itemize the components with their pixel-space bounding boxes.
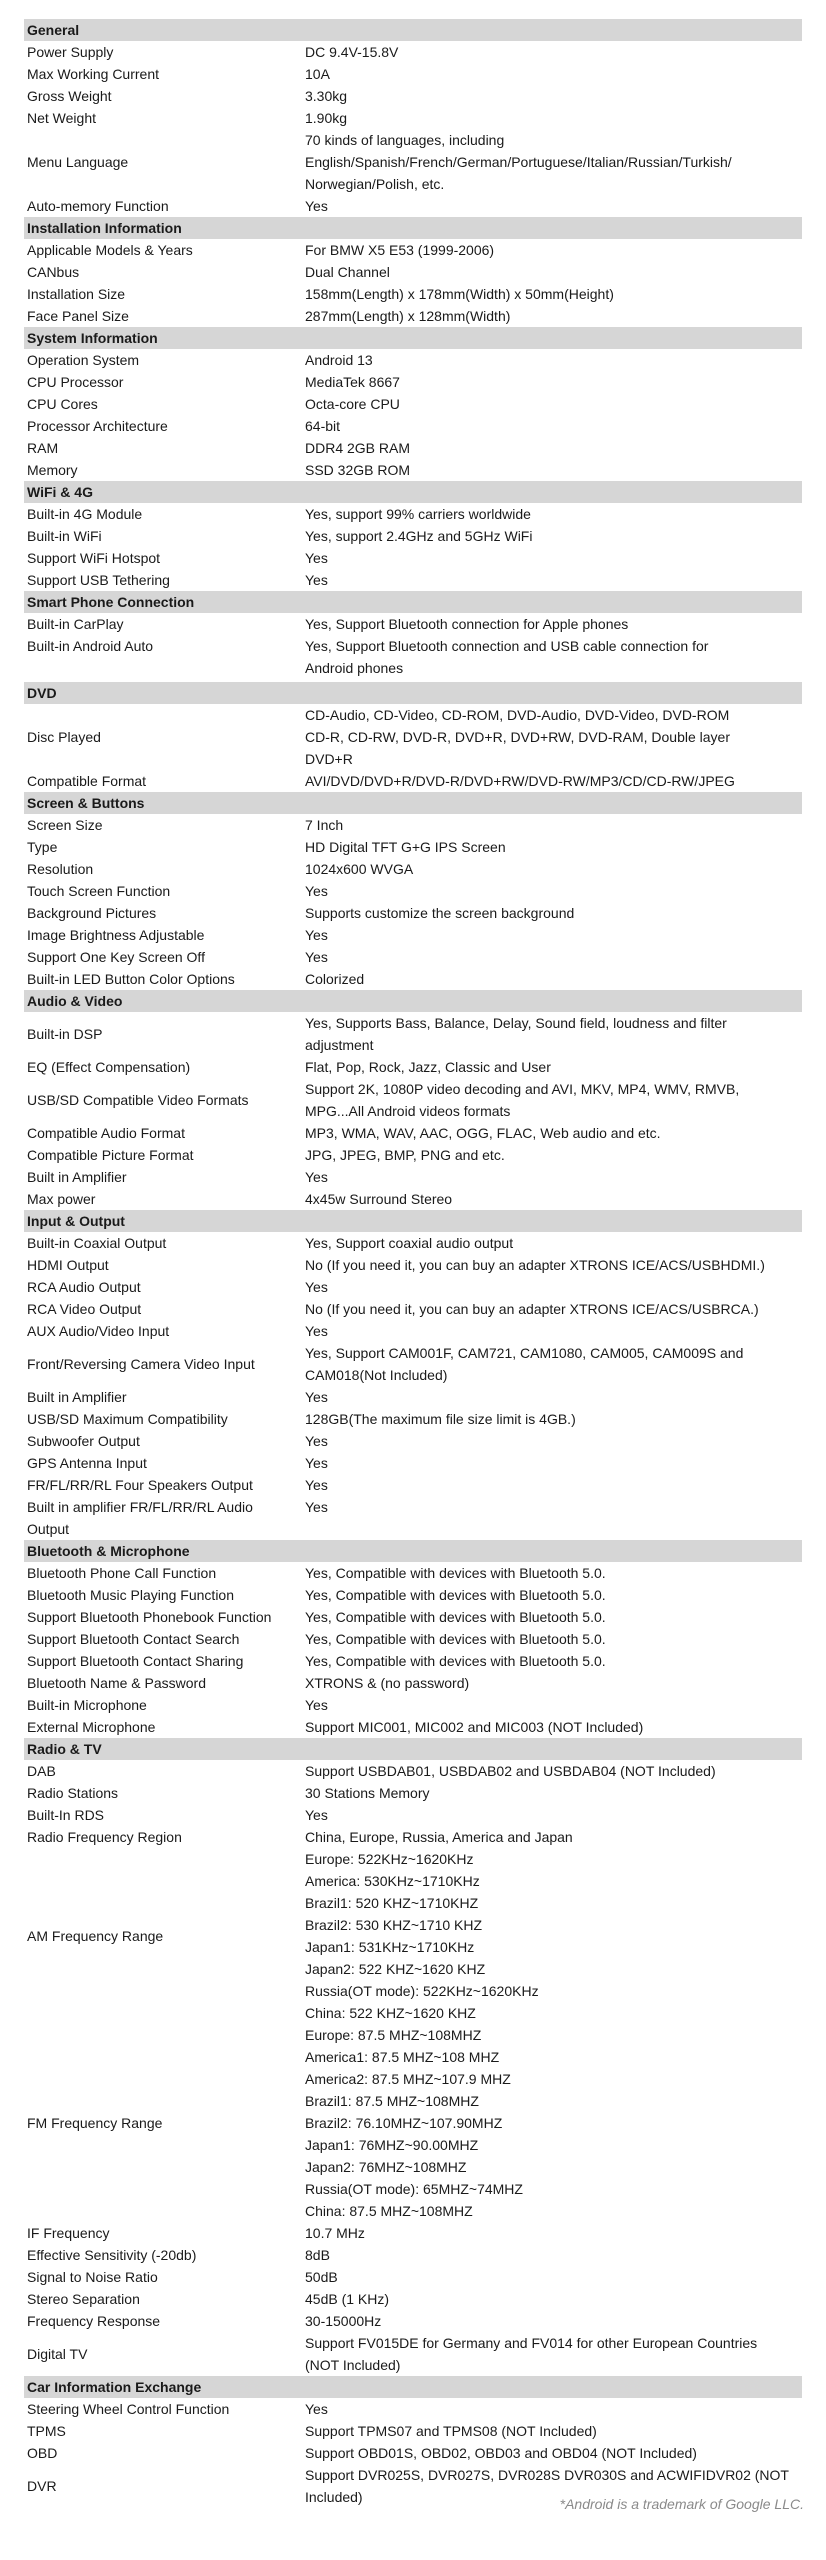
spec-label: CPU Processor — [27, 374, 124, 390]
spec-label: RAM — [27, 440, 59, 456]
spec-value: 10.7 MHz — [305, 2225, 365, 2241]
spec-value: Yes, Compatible with devices with Bluetooth 5.0. — [305, 1631, 606, 1647]
spec-value: Yes — [305, 1499, 328, 1515]
spec-section — [24, 990, 802, 1210]
spec-row — [24, 1276, 802, 1298]
spec-label: CANbus — [27, 264, 80, 280]
spec-row — [24, 704, 802, 770]
spec-label: RCA Audio Output — [27, 1279, 141, 1295]
spec-value: 10A — [305, 66, 330, 82]
spec-label: Front/Reversing Camera Video Input — [27, 1356, 255, 1372]
spec-value: JPG, JPEG, BMP, PNG and etc. — [305, 1147, 505, 1163]
spec-label: GPS Antenna Input — [27, 1455, 147, 1471]
spec-row — [24, 1166, 802, 1188]
spec-value: Yes, support 2.4GHz and 5GHz WiFi — [305, 528, 533, 544]
spec-row — [24, 1342, 802, 1386]
spec-value: Support 2K, 1080P video decoding and AVI, MKV, MP4, WMV, RMVB, MPG...All Android videos formats — [305, 1081, 740, 1119]
spec-label: Operation System — [27, 352, 140, 368]
spec-value: Yes, Compatible with devices with Bluetooth 5.0. — [305, 1565, 606, 1581]
spec-value: 4x45w Surround Stereo — [305, 1191, 453, 1207]
spec-row — [24, 1408, 802, 1430]
spec-label: IF Frequency — [27, 2225, 110, 2241]
spec-value: Yes — [305, 1807, 328, 1823]
spec-section — [24, 327, 802, 481]
spec-label: Built-in LED Button Color Options — [27, 971, 235, 987]
spec-row — [24, 635, 802, 679]
spec-row — [24, 1782, 802, 1804]
spec-value: 1024x600 WVGA — [305, 861, 414, 877]
section-header: DVD — [24, 682, 802, 704]
spec-row — [24, 1804, 802, 1826]
spec-value: No (If you need it, you can buy an adapter XTRONS ICE/ACS/USBRCA.) — [305, 1301, 759, 1317]
spec-value: No (If you need it, you can buy an adapter XTRONS ICE/ACS/USBHDMI.) — [305, 1257, 765, 1273]
spec-label: Face Panel Size — [27, 308, 129, 324]
spec-label: CPU Cores — [27, 396, 98, 412]
spec-label: Support Bluetooth Contact Sharing — [27, 1653, 244, 1669]
spec-section — [24, 1540, 802, 1738]
spec-value: 30 Stations Memory — [305, 1785, 430, 1801]
spec-value: Yes — [305, 1477, 328, 1493]
spec-row — [24, 1056, 802, 1078]
spec-row — [24, 1078, 802, 1122]
spec-label: Net Weight — [27, 110, 96, 126]
spec-value: Dual Channel — [305, 264, 390, 280]
section-header: Car Information Exchange — [24, 2376, 802, 2398]
spec-value: Yes — [305, 572, 328, 588]
spec-label: EQ (Effect Compensation) — [27, 1059, 191, 1075]
spec-row — [24, 63, 802, 85]
spec-row — [24, 349, 802, 371]
spec-value: SSD 32GB ROM — [305, 462, 411, 478]
spec-value: Support OBD01S, OBD02, OBD03 and OBD04 (NOT Included) — [305, 2445, 697, 2461]
spec-row — [24, 2024, 802, 2222]
spec-row — [24, 2288, 802, 2310]
spec-label: Support WiFi Hotspot — [27, 550, 161, 566]
spec-value: MediaTek 8667 — [305, 374, 400, 390]
spec-row — [24, 858, 802, 880]
spec-label: Built-in CarPlay — [27, 616, 124, 632]
spec-value: Yes, Support CAM001F, CAM721, CAM1080, CAM005, CAM009S and CAM018(Not Included) — [305, 1345, 744, 1383]
spec-value: Yes, Compatible with devices with Bluetooth 5.0. — [305, 1609, 606, 1625]
spec-label: RCA Video Output — [27, 1301, 142, 1317]
spec-value: Yes, Compatible with devices with Bluetooth 5.0. — [305, 1653, 606, 1669]
spec-row — [24, 261, 802, 283]
spec-value: 30-15000Hz — [305, 2313, 382, 2329]
spec-row — [24, 946, 802, 968]
spec-row — [24, 880, 802, 902]
spec-label: Screen Size — [27, 817, 103, 833]
spec-label: Bluetooth Phone Call Function — [27, 1565, 217, 1581]
spec-value: Yes — [305, 1433, 328, 1449]
spec-row — [24, 283, 802, 305]
spec-value: Octa-core CPU — [305, 396, 400, 412]
spec-label: Effective Sensitivity (-20db) — [27, 2247, 197, 2263]
spec-row — [24, 902, 802, 924]
spec-row — [24, 1298, 802, 1320]
spec-row — [24, 2398, 802, 2420]
spec-value: 45dB (1 KHz) — [305, 2291, 390, 2307]
spec-label: Auto-memory Function — [27, 198, 169, 214]
spec-label: Steering Wheel Control Function — [27, 2401, 230, 2417]
spec-label: Background Pictures — [27, 905, 157, 921]
spec-label: Built in amplifier FR/FL/RR/RL Audio Output — [27, 1499, 253, 1537]
spec-row — [24, 924, 802, 946]
spec-section — [24, 481, 802, 591]
spec-label: Disc Played — [27, 729, 101, 745]
spec-row — [24, 1474, 802, 1496]
spec-row — [24, 2442, 802, 2464]
spec-row — [24, 1320, 802, 1342]
spec-row — [24, 1760, 802, 1782]
spec-label: Gross Weight — [27, 88, 112, 104]
spec-label: Support Bluetooth Contact Search — [27, 1631, 240, 1647]
section-header: Radio & TV — [24, 1738, 802, 1760]
spec-label: Installation Size — [27, 286, 126, 302]
spec-label: Digital TV — [27, 2346, 88, 2362]
spec-value: 50dB — [305, 2269, 338, 2285]
spec-row — [24, 569, 802, 591]
spec-label: Support Bluetooth Phonebook Function — [27, 1609, 272, 1625]
spec-value: 64-bit — [305, 418, 341, 434]
section-header: Audio & Video — [24, 990, 802, 1012]
spec-label: Support USB Tethering — [27, 572, 170, 588]
spec-value: Yes, Compatible with devices with Bluetooth 5.0. — [305, 1587, 606, 1603]
spec-label: Bluetooth Name & Password — [27, 1675, 206, 1691]
spec-row — [24, 2266, 802, 2288]
spec-label: Signal to Noise Ratio — [27, 2269, 158, 2285]
spec-value: Europe: 522KHz~1620KHz America: 530KHz~1710KHz Brazil1: 520 KHZ~1710KHZ Brazil2: 530 KHZ~1710 KHZ Japan1: 531KHz~1710KHz Japan2: 522 KHZ~1620 KHZ Russia(OT mode): 522KHz~1620KHz China: 522 KHZ~1620 KHZ — [305, 1851, 539, 2021]
spec-label: AUX Audio/Video Input — [27, 1323, 170, 1339]
spec-label: Built-in Microphone — [27, 1697, 147, 1713]
spec-section — [24, 792, 802, 990]
spec-row — [24, 1188, 802, 1210]
spec-section — [24, 19, 802, 217]
spec-row — [24, 613, 802, 635]
spec-sheet — [24, 19, 802, 2508]
spec-label: DAB — [27, 1763, 56, 1779]
spec-value: Yes — [305, 1169, 328, 1185]
spec-value: Yes — [305, 550, 328, 566]
spec-label: Touch Screen Function — [27, 883, 171, 899]
spec-row — [24, 1694, 802, 1716]
spec-value: Yes, Support Bluetooth connection and USB cable connection for Android phones — [305, 638, 709, 676]
spec-row — [24, 1496, 802, 1540]
spec-label: Bluetooth Music Playing Function — [27, 1587, 234, 1603]
spec-row — [24, 1606, 802, 1628]
spec-label: Image Brightness Adjustable — [27, 927, 205, 943]
spec-value: Yes, Supports Bass, Balance, Delay, Sound field, loudness and filter adjustment — [305, 1015, 727, 1053]
spec-value: Yes, Support coaxial audio output — [305, 1235, 514, 1251]
spec-label: Built-In RDS — [27, 1807, 105, 1823]
section-header: Bluetooth & Microphone — [24, 1540, 802, 1562]
spec-value: Support FV015DE for Germany and FV014 for other European Countries (NOT Included) — [305, 2335, 758, 2373]
spec-value: Yes, support 99% carriers worldwide — [305, 506, 531, 522]
spec-value: CD-Audio, CD-Video, CD-ROM, DVD-Audio, DVD-Video, DVD-ROM CD-R, CD-RW, DVD-R, DVD+R, DVD+RW, DVD-RAM, Double layer DVD+R — [305, 707, 730, 767]
spec-value: Yes — [305, 927, 328, 943]
spec-row — [24, 239, 802, 261]
spec-row — [24, 1650, 802, 1672]
spec-value: Colorized — [305, 971, 365, 987]
spec-label: FM Frequency Range — [27, 2115, 163, 2131]
spec-label: FR/FL/RR/RL Four Speakers Output — [27, 1477, 253, 1493]
spec-row — [24, 503, 802, 525]
spec-section — [24, 682, 802, 792]
spec-value: Flat, Pop, Rock, Jazz, Classic and User — [305, 1059, 551, 1075]
spec-row — [24, 1848, 802, 2024]
spec-label: Subwoofer Output — [27, 1433, 140, 1449]
section-header: WiFi & 4G — [24, 481, 802, 503]
spec-label: DVR — [27, 2478, 57, 2494]
spec-row — [24, 525, 802, 547]
spec-row — [24, 1584, 802, 1606]
spec-row — [24, 1122, 802, 1144]
spec-row — [24, 107, 802, 129]
spec-value: HD Digital TFT G+G IPS Screen — [305, 839, 506, 855]
spec-value: AVI/DVD/DVD+R/DVD-R/DVD+RW/DVD-RW/MP3/CD/CD-RW/JPEG — [305, 773, 735, 789]
spec-row — [24, 1232, 802, 1254]
spec-value: DDR4 2GB RAM — [305, 440, 411, 456]
section-header: Smart Phone Connection — [24, 591, 802, 613]
spec-value: 287mm(Length) x 128mm(Width) — [305, 308, 511, 324]
spec-row — [24, 195, 802, 217]
spec-row — [24, 1254, 802, 1276]
spec-value: Yes — [305, 1455, 328, 1471]
spec-row — [24, 1386, 802, 1408]
spec-row — [24, 1144, 802, 1166]
spec-value: 3.30kg — [305, 88, 348, 104]
trademark-footnote: *Android is a trademark of Google LLC. — [559, 2496, 804, 2512]
spec-row — [24, 305, 802, 327]
spec-value: Yes — [305, 1323, 328, 1339]
spec-value: DC 9.4V-15.8V — [305, 44, 399, 60]
spec-label: Resolution — [27, 861, 94, 877]
spec-label: Power Supply — [27, 44, 114, 60]
spec-value: 7 Inch — [305, 817, 344, 833]
spec-value: Yes — [305, 1697, 328, 1713]
spec-label: Built-in Coaxial Output — [27, 1235, 167, 1251]
spec-label: AM Frequency Range — [27, 1928, 164, 1944]
spec-label: Memory — [27, 462, 78, 478]
spec-value: MP3, WMA, WAV, AAC, OGG, FLAC, Web audio and etc. — [305, 1125, 661, 1141]
spec-label: Frequency Response — [27, 2313, 161, 2329]
spec-label: Max power — [27, 1191, 96, 1207]
spec-value: Europe: 87.5 MHZ~108MHZ America1: 87.5 MHZ~108 MHZ America2: 87.5 MHZ~107.9 MHZ Brazil1: 87.5 MHZ~108MHZ Brazil2: 76.10MHZ~107.90MHZ Japan1: 76MHZ~90.00MHZ Japan2: 76MHZ~108MHZ Russia(OT mode): 65MHZ~74MHZ China: 87.5 MHZ~108MHZ — [305, 2027, 523, 2219]
spec-value: China, Europe, Russia, America and Japan — [305, 1829, 573, 1845]
spec-label: OBD — [27, 2445, 58, 2461]
spec-value: Yes — [305, 883, 328, 899]
spec-row — [24, 547, 802, 569]
spec-value: Support TPMS07 and TPMS08 (NOT Included) — [305, 2423, 597, 2439]
spec-label: Built-in WiFi — [27, 528, 102, 544]
spec-value: 8dB — [305, 2247, 330, 2263]
section-header: Screen & Buttons — [24, 792, 802, 814]
spec-row — [24, 836, 802, 858]
spec-section — [24, 217, 802, 327]
spec-row — [24, 2310, 802, 2332]
spec-row — [24, 1716, 802, 1738]
spec-value: 158mm(Length) x 178mm(Width) x 50mm(Height) — [305, 286, 614, 302]
spec-value: 1.90kg — [305, 110, 348, 126]
spec-value: 70 kinds of languages, including English/Spanish/French/German/Portuguese/Italian/Russian/Turkish/ Norwegian/Polish, etc. — [305, 132, 732, 192]
spec-value: Yes, Support Bluetooth connection for Apple phones — [305, 616, 629, 632]
spec-section — [24, 591, 802, 682]
section-header: Installation Information — [24, 217, 802, 239]
spec-value: 128GB(The maximum file size limit is 4GB.) — [305, 1411, 576, 1427]
spec-row — [24, 1672, 802, 1694]
spec-row — [24, 770, 802, 792]
spec-row — [24, 1562, 802, 1584]
spec-label: USB/SD Maximum Compatibility — [27, 1411, 228, 1427]
spec-row — [24, 968, 802, 990]
spec-label: Support One Key Screen Off — [27, 949, 205, 965]
spec-row — [24, 1628, 802, 1650]
spec-row — [24, 2222, 802, 2244]
spec-row — [24, 459, 802, 481]
spec-row — [24, 41, 802, 63]
spec-section — [24, 1738, 802, 2376]
spec-label: Built in Amplifier — [27, 1169, 127, 1185]
spec-row — [24, 2244, 802, 2266]
section-header: General — [24, 19, 802, 41]
spec-section — [24, 2376, 802, 2508]
spec-row — [24, 2420, 802, 2442]
spec-value: XTRONS & (no password) — [305, 1675, 470, 1691]
spec-row — [24, 129, 802, 195]
spec-row — [24, 814, 802, 836]
spec-row — [24, 371, 802, 393]
spec-row — [24, 437, 802, 459]
spec-section — [24, 1210, 802, 1540]
spec-row — [24, 1452, 802, 1474]
spec-label: Built-in Android Auto — [27, 638, 154, 654]
section-header: Input & Output — [24, 1210, 802, 1232]
section-header: System Information — [24, 327, 802, 349]
spec-label: TPMS — [27, 2423, 66, 2439]
spec-label: Max Working Current — [27, 66, 160, 82]
spec-label: USB/SD Compatible Video Formats — [27, 1092, 249, 1108]
spec-label: HDMI Output — [27, 1257, 109, 1273]
spec-row — [24, 415, 802, 437]
spec-value: Yes — [305, 949, 328, 965]
spec-row — [24, 1012, 802, 1056]
spec-label: Compatible Format — [27, 773, 147, 789]
spec-label: Built-in DSP — [27, 1026, 103, 1042]
spec-value: Android 13 — [305, 352, 373, 368]
spec-label: Processor Architecture — [27, 418, 168, 434]
spec-value: Yes — [305, 2401, 328, 2417]
spec-label: Menu Language — [27, 154, 129, 170]
spec-value: Support DVR025S, DVR027S, DVR028S DVR030S and ACWIFIDVR02 (NOT Included) — [305, 2467, 789, 2505]
spec-value: Supports customize the screen background — [305, 905, 575, 921]
spec-label: Built-in 4G Module — [27, 506, 143, 522]
spec-value: Yes — [305, 1389, 328, 1405]
spec-label: Compatible Picture Format — [27, 1147, 194, 1163]
spec-value: Yes — [305, 1279, 328, 1295]
spec-row — [24, 1430, 802, 1452]
spec-row — [24, 85, 802, 107]
spec-value: Yes — [305, 198, 328, 214]
spec-label: Built in Amplifier — [27, 1389, 127, 1405]
spec-value: Support USBDAB01, USBDAB02 and USBDAB04 (NOT Included) — [305, 1763, 716, 1779]
spec-label: External Microphone — [27, 1719, 156, 1735]
spec-value: Support MIC001, MIC002 and MIC003 (NOT Included) — [305, 1719, 644, 1735]
spec-label: Radio Frequency Region — [27, 1829, 182, 1845]
spec-row — [24, 393, 802, 415]
spec-label: Compatible Audio Format — [27, 1125, 185, 1141]
spec-label: Stereo Separation — [27, 2291, 140, 2307]
spec-value: For BMW X5 E53 (1999-2006) — [305, 242, 495, 258]
spec-label: Type — [27, 839, 58, 855]
spec-row — [24, 1826, 802, 1848]
spec-label: Radio Stations — [27, 1785, 119, 1801]
spec-row — [24, 2332, 802, 2376]
spec-label: Applicable Models & Years — [27, 242, 193, 258]
